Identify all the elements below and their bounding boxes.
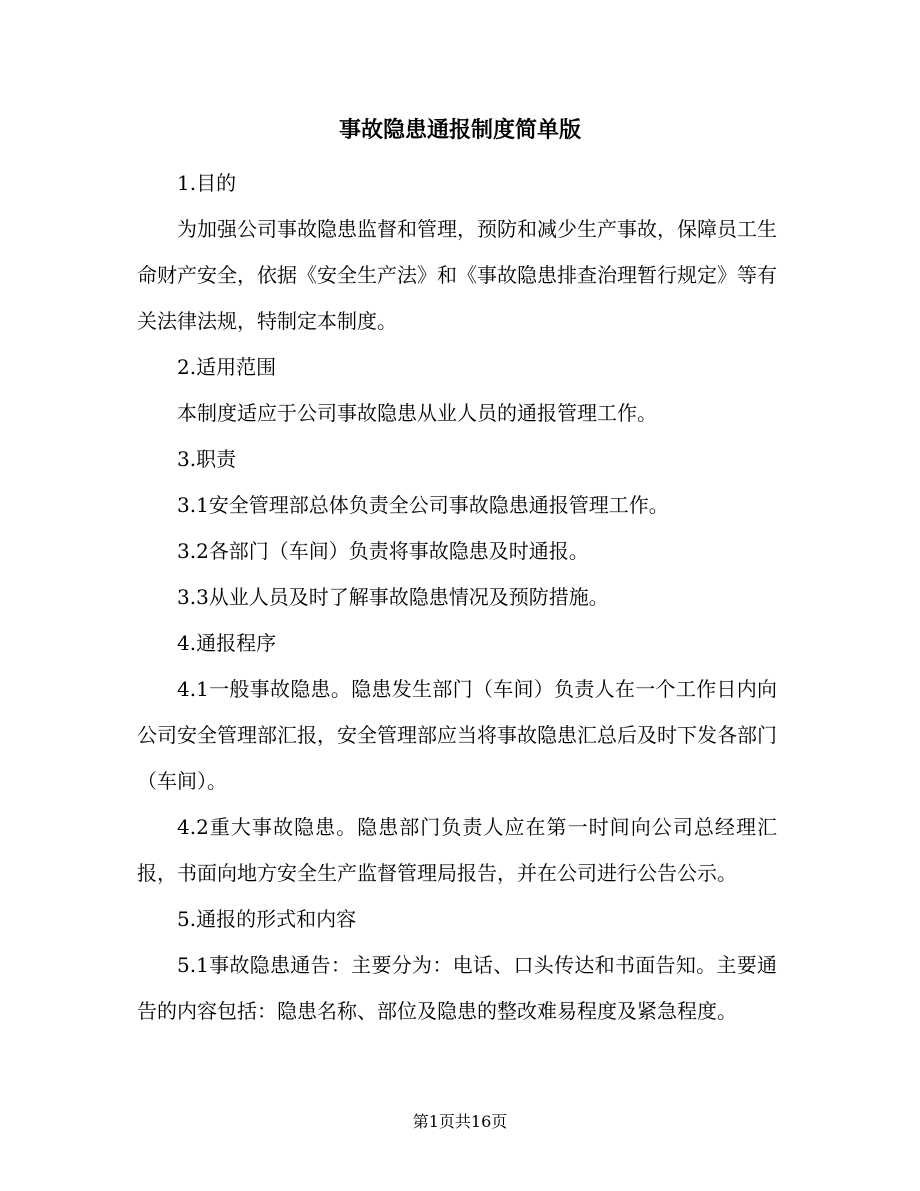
document-title: 事故隐患通报制度简单版 <box>338 117 581 143</box>
section-heading-scope: 2.适用范围 <box>177 355 277 379</box>
paragraph-procedure-4-2: 4.2重大事故隐患。隐患部门负责人应在第一时间向公司总经理汇报，书面向地方安全生产监督管理局报告，并在公司进行公告公示。 <box>137 815 777 885</box>
paragraph-procedure-4-1: 4.1一般事故隐患。隐患发生部门（车间）负责人在一个工作日内向公司安全管理部汇报，安全管理部应当将事故隐患汇总后及时下发各部门（车间）。 <box>137 677 777 793</box>
section-heading-purpose: 1.目的 <box>177 171 237 195</box>
document-body <box>137 160 777 1034</box>
paragraph-form-5-1: 5.1事故隐患通告：主要分为：电话、口头传达和书面告知。主要通告的内容包括：隐患名称、部位及隐患的整改难易程度及紧急程度。 <box>137 953 777 1023</box>
paragraph-duty-3-1: 3.1安全管理部总体负责全公司事故隐患通报管理工作。 <box>177 493 669 517</box>
paragraph-duty-3-2: 3.2各部门（车间）负责将事故隐患及时通报。 <box>177 539 589 563</box>
paragraph-scope: 本制度适应于公司事故隐患从业人员的通报管理工作。 <box>177 401 657 425</box>
page-footer: 第1页共16页 <box>412 1112 508 1131</box>
section-heading-form-content: 5.通报的形式和内容 <box>177 907 357 931</box>
section-heading-duties: 3.职责 <box>177 447 237 471</box>
section-heading-procedure: 4.通报程序 <box>177 631 277 655</box>
paragraph-duty-3-3: 3.3从业人员及时了解事故隐患情况及预防措施。 <box>177 585 609 609</box>
paragraph-purpose: 为加强公司事故隐患监督和管理，预防和减少生产事故，保障员工生命财产安全，依据《安全生产法》和《事故隐患排查治理暂行规定》等有关法律法规，特制定本制度。 <box>137 217 777 333</box>
